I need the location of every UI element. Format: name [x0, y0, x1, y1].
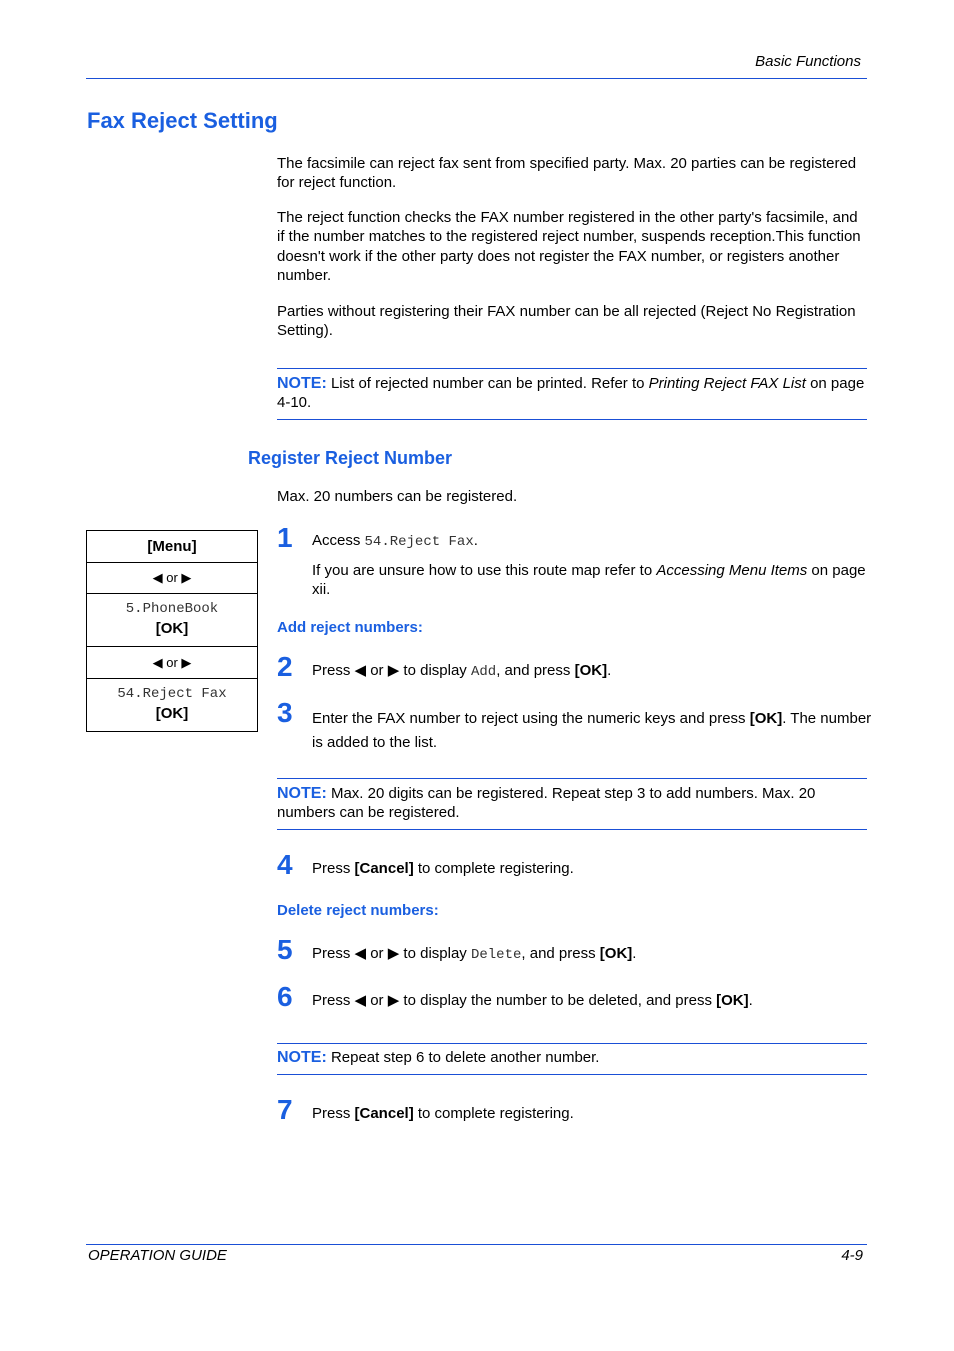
- step-7-text: [312, 1104, 872, 1123]
- route-map-nav: ◀ or ▶: [87, 647, 257, 679]
- key-label: [Cancel]: [354, 860, 414, 877]
- step-text: Enter the FAX number to reject using the numeric keys and press: [312, 710, 750, 727]
- key-label: [Cancel]: [354, 1105, 414, 1122]
- step-2-text: [312, 661, 872, 682]
- note-label: NOTE:: [277, 785, 327, 802]
- note-text: List of rejected number can be printed. Refer to: [326, 375, 649, 392]
- step-6-text: [312, 991, 872, 1010]
- note-delete-repeat: [277, 1048, 867, 1067]
- route-map-menu: [Menu]: [87, 531, 257, 563]
- step-text: on page xii.: [312, 562, 866, 599]
- step-text: .: [607, 662, 612, 679]
- route-map-phonebook: [87, 594, 257, 647]
- note-rule-top: [277, 778, 867, 779]
- menu-code: Delete: [470, 947, 522, 963]
- reference: Accessing Menu Items: [656, 562, 808, 579]
- intro-paragraph-3: Parties without registering their FAX number can be all rejected (Reject No Registration Setting).: [277, 303, 856, 340]
- step-number: 5: [277, 934, 293, 965]
- header-rule: [86, 78, 867, 79]
- key-label: [OK]: [599, 945, 633, 962]
- note-rule-bottom: [277, 419, 867, 420]
- step-number: 2: [277, 651, 293, 682]
- route-map-reject-fax: [87, 679, 257, 732]
- step-text: .: [748, 992, 753, 1009]
- step-text: .: [632, 945, 637, 962]
- step-text: Press ◀ or ▶ to display: [312, 662, 471, 679]
- note-text: Max. 20 digits can be registered. Repeat step 3 to add numbers. Max. 20 numbers can be registered.: [277, 785, 816, 822]
- step-5-text: [312, 944, 872, 965]
- step-number: 3: [277, 697, 293, 728]
- step-3-text: [312, 707, 872, 755]
- route-map-item-label: 54.Reject Fax: [117, 686, 227, 702]
- key-label: [OK]: [749, 710, 783, 727]
- step-4-text: [312, 859, 872, 878]
- note-rule-top: [277, 1043, 867, 1044]
- route-map-ok: [OK]: [155, 705, 189, 722]
- route-map-ok: [OK]: [155, 620, 189, 637]
- footer-rule: [86, 1244, 867, 1245]
- step-number: 4: [277, 849, 293, 880]
- intro-paragraph-2: The reject function checks the FAX number registered in the other party's facsimile, and if the number matches to the registered reject number, suspends reception.This function doesn't work if the other party does not register the FAX number, or registers another number.: [277, 209, 861, 285]
- add-heading: Add reject numbers:: [277, 619, 423, 636]
- step-text: Press ◀ or ▶ to display the number to be deleted, and press: [312, 992, 717, 1009]
- step-number: 7: [277, 1094, 293, 1125]
- intro-paragraph-1: The facsimile can reject fax sent from specified party. Max. 20 parties can be registered for reject function.: [277, 155, 857, 192]
- note-reject-list: [277, 374, 867, 413]
- menu-code: Add: [470, 664, 497, 680]
- section-heading: Register Reject Number: [248, 448, 453, 468]
- note-label: NOTE:: [277, 1049, 327, 1066]
- step-1-text: [312, 531, 872, 552]
- route-map-item-label: 5.PhoneBook: [125, 601, 219, 617]
- step-text: Access: [312, 532, 365, 549]
- note-max-digits: [277, 784, 867, 823]
- step-1-extra: [312, 561, 872, 600]
- note-label: NOTE:: [277, 375, 327, 392]
- delete-heading: Delete reject numbers:: [277, 902, 439, 919]
- step-text: . The number is added to the list.: [312, 710, 872, 751]
- note-rule-bottom: [277, 1074, 867, 1075]
- route-map-nav: ◀ or ▶: [87, 563, 257, 594]
- step-number: 6: [277, 981, 293, 1012]
- note-text: Repeat step 6 to delete another number.: [326, 1049, 600, 1066]
- note-rule-bottom: [277, 829, 867, 830]
- page-title: Fax Reject Setting: [87, 108, 278, 133]
- note-text-after: on page 4-10.: [277, 375, 865, 412]
- running-header: Basic Functions: [755, 53, 861, 70]
- step-number: 1: [277, 522, 293, 553]
- step-text: Press: [312, 860, 355, 877]
- step-text: to complete registering.: [413, 860, 574, 877]
- key-label: [OK]: [716, 992, 749, 1009]
- section-intro: Max. 20 numbers can be registered.: [277, 488, 518, 505]
- note-rule-top: [277, 368, 867, 369]
- step-text: If you are unsure how to use this route map refer to: [312, 562, 657, 579]
- step-text: Press ◀ or ▶ to display: [312, 945, 471, 962]
- step-text: , and press: [521, 945, 600, 962]
- page-number: 4-9: [841, 1247, 863, 1264]
- step-text: .: [473, 532, 478, 549]
- key-label: [OK]: [574, 662, 608, 679]
- step-text: to complete registering.: [413, 1105, 574, 1122]
- menu-code: 54.Reject Fax: [364, 534, 474, 550]
- note-reference: Printing Reject FAX List: [648, 375, 806, 392]
- step-text: , and press: [496, 662, 575, 679]
- route-map: [86, 530, 258, 732]
- step-text: Press: [312, 1105, 355, 1122]
- footer-title: OPERATION GUIDE: [88, 1247, 227, 1264]
